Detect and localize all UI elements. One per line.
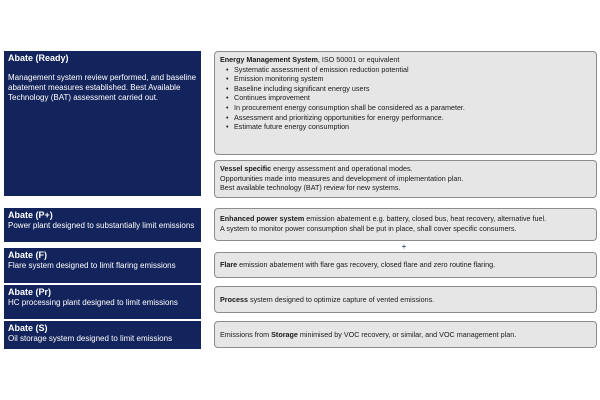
level-title: Abate (Ready) [8, 53, 69, 63]
requirement-box-process [214, 286, 597, 313]
list-item: • Emission monitoring system [234, 74, 591, 84]
requirement-heading [220, 55, 591, 65]
level-box-process [4, 285, 201, 319]
level-title: Abate (S) [8, 323, 48, 333]
requirement-text: A system to monitor power consumption shall be put in place, shall cover specific consumers. [220, 223, 517, 233]
requirement-text: emission abatement e.g. battery, closed bus, heat recovery, alternative fuel. [304, 214, 547, 223]
requirement-text: Opportunities made into measures and development of implementation plan. [220, 173, 464, 183]
requirement-heading [220, 214, 591, 224]
requirement-text: , ISO 50001 or equivalent [317, 55, 400, 64]
level-description: Flare system designed to limit flaring emissions [8, 261, 176, 270]
list-item: • Estimate future energy consumption [234, 122, 591, 132]
list-item: • Assessment and prioritizing opportunities for energy performance. [234, 113, 591, 123]
requirement-list [220, 65, 591, 132]
level-title: Abate (Pr) [8, 287, 52, 297]
requirement-box-ems [214, 51, 597, 155]
level-box-flare [4, 248, 201, 283]
requirement-keyword: Flare [220, 260, 238, 269]
level-description: HC processing plant designed to limit emissions [8, 298, 178, 307]
list-item: • In procurement energy consumption shall be considered as a parameter. [234, 103, 591, 113]
list-item: • Baseline including significant energy users [234, 84, 591, 94]
list-item: • Systematic assessment of emission reduction potential [234, 65, 591, 75]
level-title: Abate (P+) [8, 210, 53, 220]
connector-plus-icon: + [401, 242, 407, 251]
requirement-box-vessel [214, 160, 597, 198]
requirement-keyword: Energy Management System [220, 55, 318, 64]
level-box-power [4, 208, 201, 242]
requirement-text: minimised by VOC recovery, or similar, and VOC management plan. [297, 330, 517, 339]
list-item: • Continues improvement [234, 93, 591, 103]
requirement-keyword: Vessel specific [220, 164, 272, 173]
requirement-heading [220, 164, 591, 174]
requirement-heading [220, 330, 591, 340]
level-description: Management system review performed, and baseline abatement measures established. Best Available Technology (BAT) assessment carried out. [8, 73, 197, 102]
requirement-box-storage [214, 321, 597, 348]
requirement-text: energy assessment and operational modes. [271, 164, 413, 173]
requirement-heading [220, 260, 591, 270]
level-box-ready [4, 51, 201, 196]
requirement-keyword: Enhanced power system [220, 214, 305, 223]
requirement-box-power [214, 208, 597, 241]
requirement-text: Best available technology (BAT) review for new systems. [220, 183, 401, 193]
requirement-keyword: Storage [271, 330, 298, 339]
requirement-text: Emissions from [220, 330, 272, 339]
requirement-heading [220, 295, 591, 305]
level-description: Power plant designed to substantially limit emissions [8, 221, 195, 230]
requirement-text: system designed to optimize capture of vented emissions. [247, 295, 435, 304]
requirement-box-flare [214, 252, 597, 278]
level-title: Abate (F) [8, 250, 47, 260]
requirement-text: emission abatement with flare gas recovery, closed flare and zero routine flaring. [237, 260, 496, 269]
level-box-storage [4, 321, 201, 349]
requirement-keyword: Process [220, 295, 248, 304]
level-description: Oil storage system designed to limit emissions [8, 334, 173, 343]
